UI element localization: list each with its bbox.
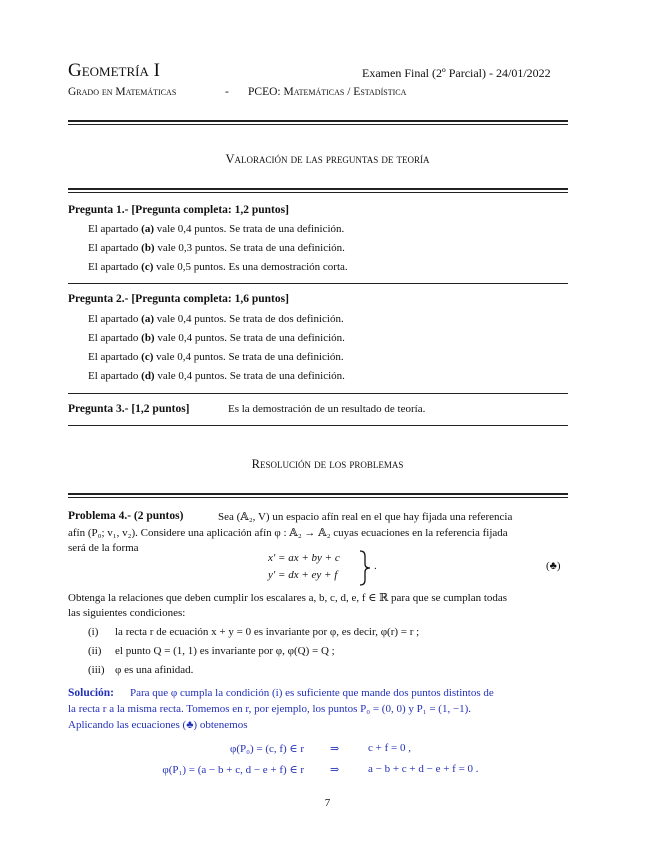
- equation-line: x′ = ax + by + c: [268, 552, 340, 564]
- question-1-item: El apartado (b) vale 0,3 puntos. Se trata de una definición.: [88, 242, 345, 254]
- problem-4-text: será de la forma: [68, 542, 139, 554]
- question-2-title: Pregunta 2.- [Pregunta completa: 1,6 puntos]: [68, 293, 289, 305]
- right-brace-icon: [358, 550, 372, 586]
- divider: [68, 497, 568, 498]
- question-2-item: El apartado (d) vale 0,4 puntos. Se trata de una definición.: [88, 370, 345, 382]
- condition-label: (iii): [88, 664, 105, 676]
- problem-4-text: las siguientes condiciones:: [68, 607, 186, 619]
- solution-text: Para que φ cumpla la condición (i) es suficiente que mande dos puntos distintos de: [130, 687, 494, 699]
- condition-text: la recta r de ecuación x + y = 0 es invariante por φ, es decir, φ(r) = r ;: [115, 626, 420, 638]
- question-2-item: El apartado (a) vale 0,4 puntos. Se trata de dos definición.: [88, 313, 344, 325]
- equation-punct: .: [374, 560, 377, 572]
- condition-label: (i): [88, 626, 99, 638]
- divider: [68, 124, 568, 125]
- course-title: Geometría I: [68, 60, 160, 81]
- question-1-title: Pregunta 1.- [Pregunta completa: 1,2 puntos]: [68, 204, 289, 216]
- problem-4-title: Problema 4.- (2 puntos): [68, 510, 184, 522]
- condition-text: φ es una afinidad.: [115, 664, 194, 676]
- degree-label: Grado en Matemáticas: [68, 86, 177, 98]
- question-1-item: El apartado (c) vale 0,5 puntos. Es una demostración corta.: [88, 261, 348, 273]
- divider: [68, 493, 568, 495]
- solution-text: la recta r a la misma recta. Tomemos en r, por ejemplo, los puntos P₀ = (0, 0) y P₁ = (1, −1).: [68, 703, 472, 715]
- question-2-item: El apartado (c) vale 0,4 puntos. Se trata de una definición.: [88, 351, 344, 363]
- condition-text: el punto Q = (1, 1) es invariante por φ, φ(Q) = Q ;: [115, 645, 335, 657]
- implies-icon: ⇒: [330, 743, 340, 755]
- implies-icon: ⇒: [330, 764, 340, 776]
- divider: [68, 283, 568, 284]
- problems-section-title: Resolución de los problemas: [251, 457, 404, 471]
- problem-4-text: Obtenga la relaciones que deben cumplir los escalares a, b, c, d, e, f ∈ ℝ para que se cumplan todas: [68, 592, 508, 604]
- question-1-item: El apartado (a) vale 0,4 puntos. Se trata de una definición.: [88, 223, 345, 235]
- program-label: PCEO: Matemáticas / Estadística: [248, 86, 407, 98]
- divider: [68, 393, 568, 394]
- solution-text: Aplicando las ecuaciones (♣) obtenemos: [68, 719, 248, 731]
- equation-tag: (♣): [546, 560, 561, 572]
- solution-step: φ(P₁) = (a − b + c, d − e + f) ∈ r: [162, 764, 304, 776]
- divider: [68, 120, 568, 122]
- question-3-text: Es la demostración de un resultado de teoría.: [228, 403, 426, 415]
- problem-4-text: afín (P₀; v₁, v₂). Considere una aplicación afín φ : 𝔸₂ → 𝔸₂ cuyas ecuaciones en la referencia fijada: [68, 527, 508, 539]
- solution-step: φ(P₀) = (c, f) ∈ r: [229, 743, 304, 755]
- header-separator: -: [225, 86, 229, 98]
- divider: [68, 188, 568, 190]
- question-2-item: El apartado (b) vale 0,4 puntos. Se trata de una definición.: [88, 332, 345, 344]
- solution-step: a − b + c + d − e + f = 0 .: [368, 763, 479, 775]
- problem-4-text: Sea (𝔸₂, V) un espacio afín real en el que hay fijada una referencia: [218, 511, 513, 523]
- exam-info: Examen Final (2º Parcial) - 24/01/2022: [362, 66, 551, 80]
- divider: [68, 425, 568, 426]
- solution-step: c + f = 0 ,: [368, 742, 411, 754]
- divider: [68, 192, 568, 193]
- page-number: 7: [324, 797, 331, 809]
- question-3-title: Pregunta 3.- [1,2 puntos]: [68, 403, 190, 415]
- solution-label: Solución:: [68, 687, 115, 699]
- condition-label: (ii): [88, 645, 102, 657]
- equation-line: y′ = dx + ey + f: [268, 569, 338, 581]
- theory-section-title: Valoración de las preguntas de teoría: [225, 152, 430, 166]
